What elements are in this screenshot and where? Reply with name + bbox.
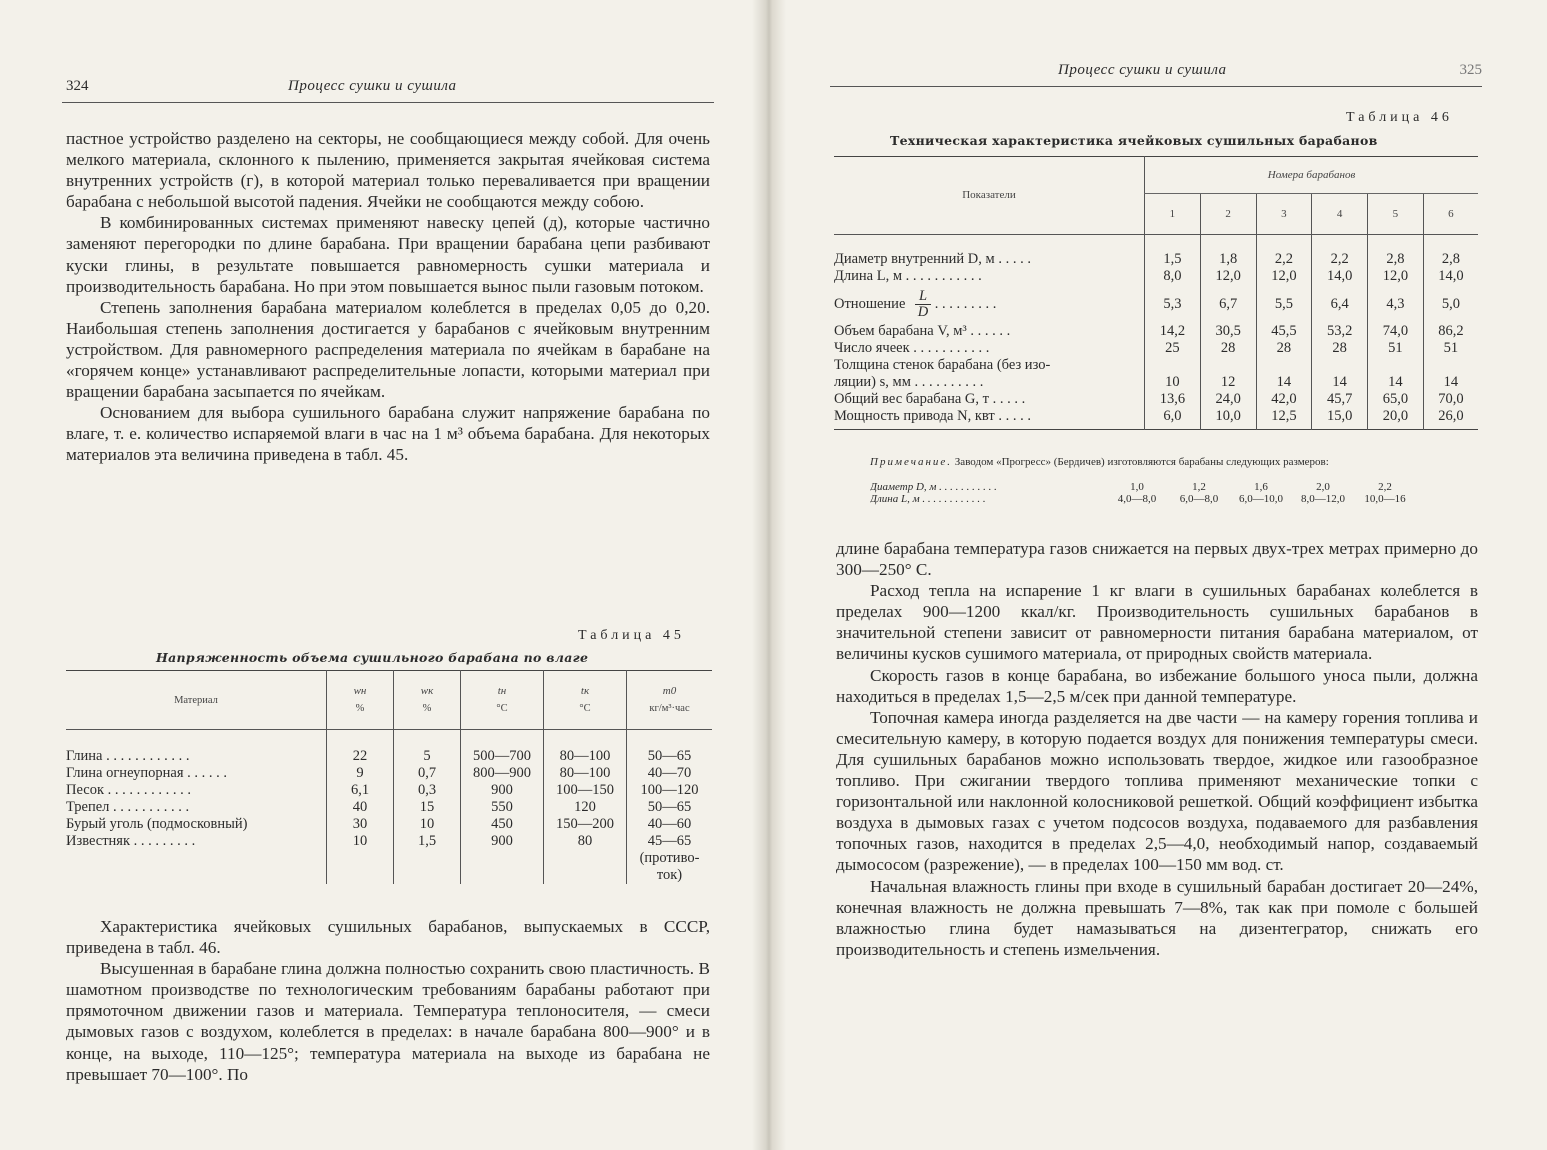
column-group-header: Номера барабанов (1145, 157, 1479, 194)
table-row: ток) (66, 867, 712, 884)
note-row: Диаметр D, м . . . . . . . . . . . 1,0 1,2 1,6 2,0 2,2 (870, 481, 1392, 493)
running-head (830, 60, 1482, 87)
table-note (870, 456, 1482, 468)
paragraph: В комбинированных системах применяют навеску цепей (д), которые частично заменяют перегородки по длине барабана. При вращении барабана цепи разбивают куски глины, в результате повышается равномерность сушки материала и производительность барабана. Но при этом повышается вынос пыли газовым потоком. (66, 213, 710, 296)
paragraph: Характеристика ячейковых сушильных барабанов, выпускаемых в СССР, приведена в табл. 46. (66, 917, 710, 958)
paragraph: пастное устройство разделено на секторы, не сообщающиеся между собой. Для очень мелкого материала, склонного к пылению, применяется закрытая ячейковая система внутренних устройств (г), в которой материал только переваливается при вращении барабана с небольшой высотой падения. Ячейки не сообщаются между собою. (66, 129, 710, 212)
column-header: wн % (327, 671, 394, 730)
running-head (62, 76, 714, 103)
table-row: Толщина стенок барабана (без изо- (834, 357, 1478, 374)
column-header: m0 кг/м³·час (627, 671, 713, 730)
table-row: Глина огнеупорная . . . . . . 9 0,7 800—900 80—100 40—70 (66, 765, 712, 782)
column-header: 5 (1368, 194, 1424, 235)
running-title: Процесс сушки и сушила (288, 78, 457, 94)
fraction: $\frac{L}{D}$ (915, 289, 931, 320)
note-row: Длина L, м . . . . . . . . . . . . 4,0—8,0 6,0—8,0 6,0—10,0 8,0—12,0 10,0—16 (870, 493, 1406, 505)
paragraph: Основанием для выбора сушильного барабана служит напряжение барабана по влаге, т. е. количество испаряемой влаги в час на 1 м³ объема барабана. Для некоторых материалов эта величина приведена в табл. 45. (66, 403, 710, 465)
column-header: 3 (1256, 194, 1312, 235)
table-row: Мощность привода N, квт . . . . . 6,0 10,0 12,5 15,0 20,0 26,0 (834, 408, 1478, 430)
table-title: Напряженность объема сушильного барабана по влаге (156, 650, 589, 665)
body-text-top (66, 128, 710, 466)
column-header: 1 (1145, 194, 1201, 235)
note-label: Примечание. (870, 456, 953, 468)
column-header: Материал (66, 671, 327, 730)
table-row: Глина . . . . . . . . . . . . 22 5 500—700 80—100 50—65 (66, 730, 712, 766)
paragraph: Топочная камера иногда разделяется на две части — на камеру горения топлива и смесительную камеру, в которую подается воздух для понижения температуры смеси. Для сушильных барабанов можно использовать твердое, жидкое или газообразное топливо. При сжигании твердого топлива применяют механические топки с горизонтальной или наклонной колосниковой решеткой. Общий коэффициент избытка воздуха в дымовых газах с учетом подсосов воздуха, подаваемого для разбавления топочных газов, находится в пределах 2,5—4,0, необходимый напор, создаваемый дымососом (разрежение), — в пределах 100—150 мм вод. ст. (836, 707, 1478, 875)
table-row: Известняк . . . . . . . . . 10 1,5 900 80 45—65 (66, 833, 712, 850)
table-number: Таблица 45 (578, 628, 685, 643)
paragraph: Высушенная в барабане глина должна полностью сохранить свою пластичность. В шамотном производстве по технологическим требованиям барабаны работают при прямоточном движении газов и материала. Температура теплоносителя, — смеси дымовых газов с воздухом, колеблется в пределах: в начале барабана 800—900° и в конце, на выходе, 110—125°; температура материала на выходе из барабана не превышает 70—100°. По (66, 959, 710, 1084)
column-header: 6 (1423, 194, 1478, 235)
paragraph: Скорость газов в конце барабана, во избежание большого уноса пыли, должна находиться в пределах 1,5—2,5 м/сек при данной температуре. (836, 665, 1478, 706)
table-row: Общий вес барабана G, т . . . . . 13,6 24,0 42,0 45,7 65,0 70,0 (834, 391, 1478, 408)
column-header: 4 (1312, 194, 1368, 235)
body-text-bottom (66, 916, 710, 1085)
body-text (836, 538, 1478, 960)
page-number: 325 (1459, 62, 1482, 78)
running-title: Процесс сушки и сушила (1058, 62, 1227, 78)
column-header: tн °C (461, 671, 544, 730)
paragraph: Начальная влажность глины при входе в сушильный барабан достигает 20—24%, конечная влажность не должна превышать 7—8%, так как при помоле с большей влажностью глина будет намазываться на дизентегратор, снижать его производительность и степень измельчения. (836, 876, 1478, 959)
paragraph: Степень заполнения барабана материалом колеблется в пределах 0,05 до 0,20. Наибольшая степень заполнения достигается у барабанов с ячейковым внутренним устройством. Для равномерного распределения материала по ячейкам в барабане на «горячем конце» устанавливают распределительные лопасти, которыми материал при вращении барабана засыпается по ячейкам. (66, 297, 710, 402)
paragraph: Расход тепла на испарение 1 кг влаги в сушильных барабанах колеблется в пределах 900—1200 ккал/кг. Производительность сушильных барабанов в значительной степени зависит от равномерности питания барабана материалом, от величины кусков сушимого материала, от природных свойств материала. (836, 581, 1478, 664)
table-row: Песок . . . . . . . . . . . . 6,1 0,3 900 100—150 100—120 (66, 782, 712, 799)
paragraph: длине барабана температура газов снижается на первых двух-трех метрах примерно до 300—250° С. (836, 539, 1478, 580)
table-row: ляции) s, мм . . . . . . . . . . 10 12 14 14 14 14 (834, 374, 1478, 391)
table-row: Длина L, м . . . . . . . . . . . 8,0 12,0 12,0 14,0 12,0 14,0 (834, 268, 1478, 285)
column-header: wк % (394, 671, 461, 730)
column-header: 2 (1200, 194, 1256, 235)
table-45 (66, 670, 712, 884)
table-row: Число ячеек . . . . . . . . . . . 25 28 28 28 51 51 (834, 340, 1478, 357)
table-row: Трепел . . . . . . . . . . . 40 15 550 120 50—65 (66, 799, 712, 816)
table-number: Таблица 46 (1346, 110, 1453, 125)
table-row: Бурый уголь (подмосковный) 30 10 450 150—200 40—60 (66, 816, 712, 833)
book-gutter (752, 0, 786, 1150)
note-text: Заводом «Прогресс» (Бердичев) изготовляются барабаны следующих размеров: (954, 456, 1329, 468)
table-row: Отношение $\frac{L}{D}$ . . . . . . . . . 5,3 6,7 5,5 6,4 4,3 5,0 (834, 285, 1478, 323)
page-number: 324 (66, 78, 89, 94)
table-title: Техническая характеристика ячейковых сушильных барабанов (890, 133, 1378, 148)
note-table (870, 481, 1416, 505)
table-row: Объем барабана V, м³ . . . . . . 14,2 30,5 45,5 53,2 74,0 86,2 (834, 323, 1478, 340)
table-row: (противо- (66, 850, 712, 867)
table-row: Диаметр внутренний D, м . . . . . 1,5 1,8 2,2 2,2 2,8 2,8 (834, 235, 1478, 269)
column-header: Показатели (834, 157, 1145, 235)
table-46 (834, 156, 1478, 430)
column-header: tк °C (544, 671, 627, 730)
